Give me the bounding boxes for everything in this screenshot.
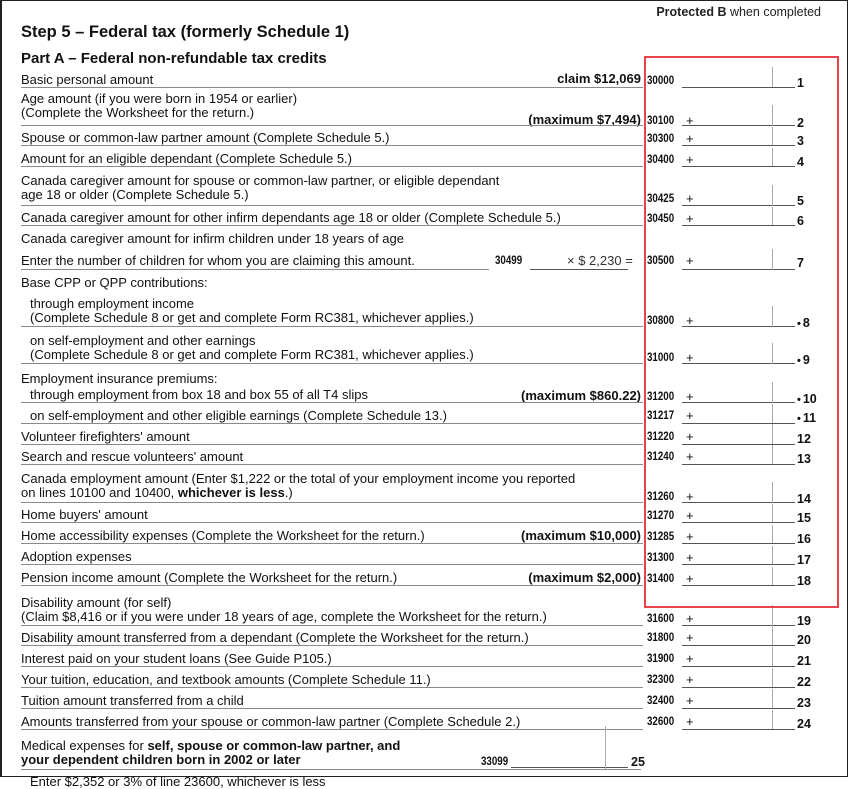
- line-1-row: [21, 69, 821, 90]
- cutoff-text: Enter $2,352 or 3% of line 23600, whichever is less: [30, 774, 326, 789]
- cents-divider: [772, 382, 773, 403]
- line-code: 33099: [481, 756, 509, 768]
- cents-divider: [772, 127, 773, 145]
- line-note: (maximum $7,494): [528, 112, 641, 127]
- cents-divider: [772, 148, 773, 166]
- plus-sign: +: [686, 529, 694, 544]
- line-note: (maximum $10,000): [521, 528, 641, 543]
- line-number: 24: [797, 717, 811, 731]
- plus-sign: +: [686, 449, 694, 464]
- line-label: Volunteer firefighters' amount: [21, 429, 190, 444]
- step-title: Step 5 – Federal tax (formerly Schedule 1): [21, 23, 350, 41]
- line-number: 25: [631, 755, 645, 769]
- cents-divider: [772, 343, 773, 364]
- amount-field-30800[interactable]: [682, 326, 795, 327]
- divider: [21, 363, 643, 364]
- line-label: Home buyers' amount: [21, 507, 148, 522]
- plus-sign: +: [686, 389, 694, 404]
- amount-field-32400[interactable]: [682, 708, 795, 709]
- amount-field-31270[interactable]: [682, 522, 795, 523]
- amount-field-31900[interactable]: [682, 666, 795, 667]
- line-4-row: [21, 149, 821, 170]
- line-code: 31600: [647, 613, 675, 625]
- plus-sign: +: [686, 714, 694, 729]
- cents-divider: [772, 424, 773, 444]
- divider: [21, 326, 643, 327]
- divider: [21, 225, 643, 226]
- cents-divider: [772, 504, 773, 522]
- cents-divider: [605, 726, 606, 769]
- divider: [21, 502, 643, 503]
- multiplier-text: × $ 2,230 =: [567, 253, 633, 268]
- amount-field-33099[interactable]: [511, 767, 628, 768]
- line-3-row: [21, 128, 821, 149]
- line-label: Canada caregiver amount for other infirm dependants age 18 or older (Complete Schedule 5.): [21, 210, 561, 225]
- cents-divider: [772, 207, 773, 225]
- line-label-continued: on lines 10100 and 10400, whichever is less.): [21, 485, 293, 500]
- line-number: 3: [797, 134, 804, 148]
- line-2-row: [21, 90, 821, 128]
- line-number: 13: [797, 452, 811, 466]
- divider: [21, 464, 643, 465]
- line-label-continued: age 18 or older (Complete Schedule 5.): [21, 187, 249, 202]
- cents-divider: [772, 67, 773, 87]
- line-16-row: [21, 526, 821, 547]
- line-number: 2: [797, 116, 804, 130]
- divider: [21, 769, 641, 770]
- line-label-continued: (Complete Schedule 8 or get and complete Form RC381, whichever applies.): [30, 310, 474, 325]
- cents-divider: [772, 105, 773, 126]
- line-label-continued: (Complete Schedule 8 or get and complete Form RC381, whichever applies.): [30, 347, 474, 362]
- line-code: 31200: [647, 391, 675, 403]
- amount-field-31240[interactable]: [682, 464, 795, 465]
- line-number: 21: [797, 654, 811, 668]
- line-number: 22: [797, 675, 811, 689]
- plus-sign: +: [686, 489, 694, 504]
- divider: [21, 402, 643, 403]
- line-number: 20: [797, 633, 811, 647]
- line-14-row: [21, 467, 821, 505]
- divider: [21, 125, 643, 126]
- line-code: 31000: [647, 352, 675, 364]
- line-code: 31260: [647, 491, 675, 503]
- line-code: 30400: [647, 154, 675, 166]
- cents-divider: [772, 626, 773, 645]
- line-label: Basic personal amount: [21, 72, 154, 87]
- line-15-row: [21, 505, 821, 526]
- line-label: Amounts transferred from your spouse or common-law partner (Complete Schedule 2.): [21, 714, 521, 729]
- line-code: 31220: [647, 431, 675, 443]
- line-12-row: [21, 425, 821, 446]
- line-label: Home accessibility expenses (Complete the Worksheet for the return.): [21, 528, 425, 543]
- amount-field-31400[interactable]: [682, 585, 795, 586]
- part-title: Part A – Federal non-refundable tax credits: [21, 50, 327, 67]
- cents-divider: [772, 445, 773, 464]
- line-code: 32300: [647, 674, 675, 686]
- line-code: 32600: [647, 716, 675, 728]
- amount-field-30000[interactable]: [682, 87, 795, 88]
- line-number: 12: [797, 432, 811, 446]
- amount-field-32600[interactable]: [682, 729, 795, 730]
- line-number: 19: [797, 614, 811, 628]
- bullet-icon: •: [797, 413, 801, 425]
- amount-field-31800[interactable]: [682, 645, 795, 646]
- line-code: 31800: [647, 632, 675, 644]
- line-number: • 11: [797, 411, 817, 425]
- divider: [21, 687, 643, 688]
- divider: [21, 645, 643, 646]
- line-21-row: [21, 648, 821, 669]
- line-number: • 10: [797, 392, 817, 406]
- line-label: Age amount (if you were born in 1954 or earlier): [21, 91, 298, 106]
- line-label: through employment income: [30, 296, 195, 311]
- line-label: Disability amount (for self): [21, 595, 172, 610]
- bullet-icon: •: [797, 355, 801, 367]
- plus-sign: +: [686, 350, 694, 365]
- line-20-row: [21, 627, 821, 648]
- line-code: 32400: [647, 695, 675, 707]
- plus-sign: +: [686, 408, 694, 423]
- line-13-row: [21, 446, 821, 467]
- plus-sign: +: [686, 113, 694, 128]
- divider: [21, 269, 489, 270]
- cents-divider: [772, 567, 773, 585]
- divider: [21, 87, 643, 88]
- line-code: 31270: [647, 510, 675, 522]
- plus-sign: +: [686, 211, 694, 226]
- plus-sign: +: [686, 191, 694, 206]
- line-code: 31217: [647, 410, 675, 422]
- divider: [21, 585, 643, 586]
- line-code: 30000: [647, 75, 675, 87]
- line-code: 31285: [647, 531, 675, 543]
- amount-field-30100[interactable]: [682, 125, 795, 126]
- line-label: Canada employment amount (Enter $1,222 or the total of your employment income you reported: [21, 471, 576, 486]
- cents-divider: [772, 404, 773, 423]
- amount-field-31260[interactable]: [682, 502, 795, 503]
- line-18-row: [21, 568, 821, 589]
- plus-sign: +: [686, 611, 694, 626]
- line-25-row: [21, 732, 821, 789]
- line-label: Amount for an eligible dependant (Complete Schedule 5.): [21, 151, 352, 166]
- line-number: 6: [797, 214, 804, 228]
- line-note: (maximum $860.22): [521, 388, 641, 403]
- line-label: Disability amount transferred from a dependant (Complete the Worksheet for the return.): [21, 630, 529, 645]
- section-heading: Employment insurance premiums:: [21, 371, 218, 386]
- cents-divider: [772, 525, 773, 543]
- line-number: 1: [797, 76, 804, 90]
- line-label: Search and rescue volunteers' amount: [21, 449, 244, 464]
- amount-field-31200[interactable]: [682, 402, 795, 403]
- line-code: 30300: [647, 133, 675, 145]
- cents-divider: [772, 668, 773, 687]
- line-code: 30425: [647, 193, 675, 205]
- divider: [21, 543, 643, 544]
- line-17-row: [21, 547, 821, 568]
- protected-b-notice: Protected B when completed: [656, 5, 821, 19]
- divider: [21, 708, 643, 709]
- amount-field-30300[interactable]: [682, 145, 795, 146]
- line-6-row: [21, 208, 821, 229]
- divider: [21, 205, 643, 206]
- line-code: 30100: [647, 115, 675, 127]
- line-code: 30450: [647, 213, 675, 225]
- divider: [21, 166, 643, 167]
- line-code: 31400: [647, 573, 675, 585]
- line-number: 23: [797, 696, 811, 710]
- plus-sign: +: [686, 550, 694, 565]
- amount-field-31000[interactable]: [682, 363, 795, 364]
- plus-sign: +: [686, 693, 694, 708]
- amount-field-31300[interactable]: [682, 564, 795, 565]
- amount-field-32300[interactable]: [682, 687, 795, 688]
- line-label: on self-employment and other eligible earnings (Complete Schedule 13.): [30, 408, 447, 423]
- line-label: Adoption expenses: [21, 549, 132, 564]
- cents-divider: [772, 249, 773, 270]
- amount-field-31217[interactable]: [682, 423, 795, 424]
- line-number: 17: [797, 553, 811, 567]
- plus-sign: +: [686, 152, 694, 167]
- line-5-row: [21, 170, 821, 208]
- divider: [21, 729, 643, 730]
- line-code: 30500: [647, 255, 675, 267]
- line-8-row: [21, 291, 821, 329]
- divider: [21, 625, 643, 626]
- cents-divider: [772, 647, 773, 666]
- amount-field-30450[interactable]: [682, 225, 795, 226]
- line-label-continued: (Claim $8,416 or if you were under 18 years of age, complete the Worksheet for the return.): [21, 609, 547, 624]
- plus-sign: +: [686, 131, 694, 146]
- plus-sign: +: [686, 571, 694, 586]
- children-count-field-30499[interactable]: [530, 269, 628, 270]
- plus-sign: +: [686, 313, 694, 328]
- section-heading: Base CPP or QPP contributions:: [21, 275, 208, 290]
- divider: [21, 145, 643, 146]
- amount-field-31600[interactable]: [682, 625, 795, 626]
- line-label: Your tuition, education, and textbook amounts (Complete Schedule 11.): [21, 672, 431, 687]
- line-number: 7: [797, 256, 804, 270]
- bullet-icon: •: [797, 318, 801, 330]
- line-label: Tuition amount transferred from a child: [21, 693, 244, 708]
- line-label: Interest paid on your student loans (See Guide P105.): [21, 651, 332, 666]
- line-7-row: [21, 229, 821, 274]
- line-19-row: [21, 589, 821, 627]
- line-22-row: [21, 669, 821, 690]
- plus-sign: +: [686, 651, 694, 666]
- cents-divider: [772, 306, 773, 327]
- cents-divider: [772, 185, 773, 206]
- amount-field-30400[interactable]: [682, 166, 795, 167]
- line-label-continued: your dependent children born in 2002 or later: [21, 752, 301, 767]
- line-code: 30499: [495, 255, 523, 267]
- line-number: • 9: [797, 353, 810, 367]
- line-24-row: [21, 711, 821, 732]
- plus-sign: +: [686, 508, 694, 523]
- divider: [21, 423, 643, 424]
- line-code: 31900: [647, 653, 675, 665]
- divider: [21, 564, 643, 565]
- divider: [21, 444, 643, 445]
- cents-divider: [772, 689, 773, 708]
- line-label-continued: (Complete the Worksheet for the return.): [21, 105, 255, 120]
- line-label: Pension income amount (Complete the Worksheet for the return.): [21, 570, 398, 585]
- plus-sign: +: [686, 672, 694, 687]
- plus-sign: +: [686, 253, 694, 268]
- line-number: 16: [797, 532, 811, 546]
- line-number: 5: [797, 194, 804, 208]
- cents-divider: [772, 482, 773, 503]
- line-label: Medical expenses for self, spouse or common-law partner, and: [21, 738, 401, 753]
- line-23-row: [21, 690, 821, 711]
- line-label: Spouse or common-law partner amount (Complete Schedule 5.): [21, 130, 390, 145]
- line-label-continued: Enter the number of children for whom you are claiming this amount.: [21, 253, 415, 268]
- line-label: through employment from box 18 and box 55 of all T4 slips: [30, 387, 368, 402]
- line-label: on self-employment and other earnings: [30, 333, 256, 348]
- section-heading-row: [21, 274, 821, 291]
- line-number: 18: [797, 574, 811, 588]
- bullet-icon: •: [797, 394, 801, 406]
- line-code: 31240: [647, 451, 675, 463]
- line-10-row: [21, 367, 821, 405]
- line-label: Canada caregiver amount for spouse or common-law partner, or eligible dependant: [21, 173, 500, 188]
- plus-sign: +: [686, 630, 694, 645]
- divider: [21, 522, 643, 523]
- line-code: 30800: [647, 315, 675, 327]
- cents-divider: [772, 710, 773, 729]
- line-note: (maximum $2,000): [528, 570, 641, 585]
- amount-field-30500[interactable]: [682, 269, 795, 270]
- amount-field-30425[interactable]: [682, 205, 795, 206]
- line-note: claim $12,069: [557, 71, 641, 86]
- line-label: Canada caregiver amount for infirm children under 18 years of age: [21, 231, 404, 246]
- amount-field-31220[interactable]: [682, 444, 795, 445]
- line-number: 14: [797, 492, 811, 506]
- line-9-row: [21, 329, 821, 367]
- cents-divider: [772, 546, 773, 564]
- cents-divider: [772, 605, 773, 626]
- line-number: • 8: [797, 316, 810, 330]
- amount-field-31285[interactable]: [682, 543, 795, 544]
- divider: [21, 666, 643, 667]
- line-11-row: [21, 405, 821, 425]
- line-number: 4: [797, 155, 804, 169]
- line-code: 31300: [647, 552, 675, 564]
- line-number: 15: [797, 511, 811, 525]
- plus-sign: +: [686, 429, 694, 444]
